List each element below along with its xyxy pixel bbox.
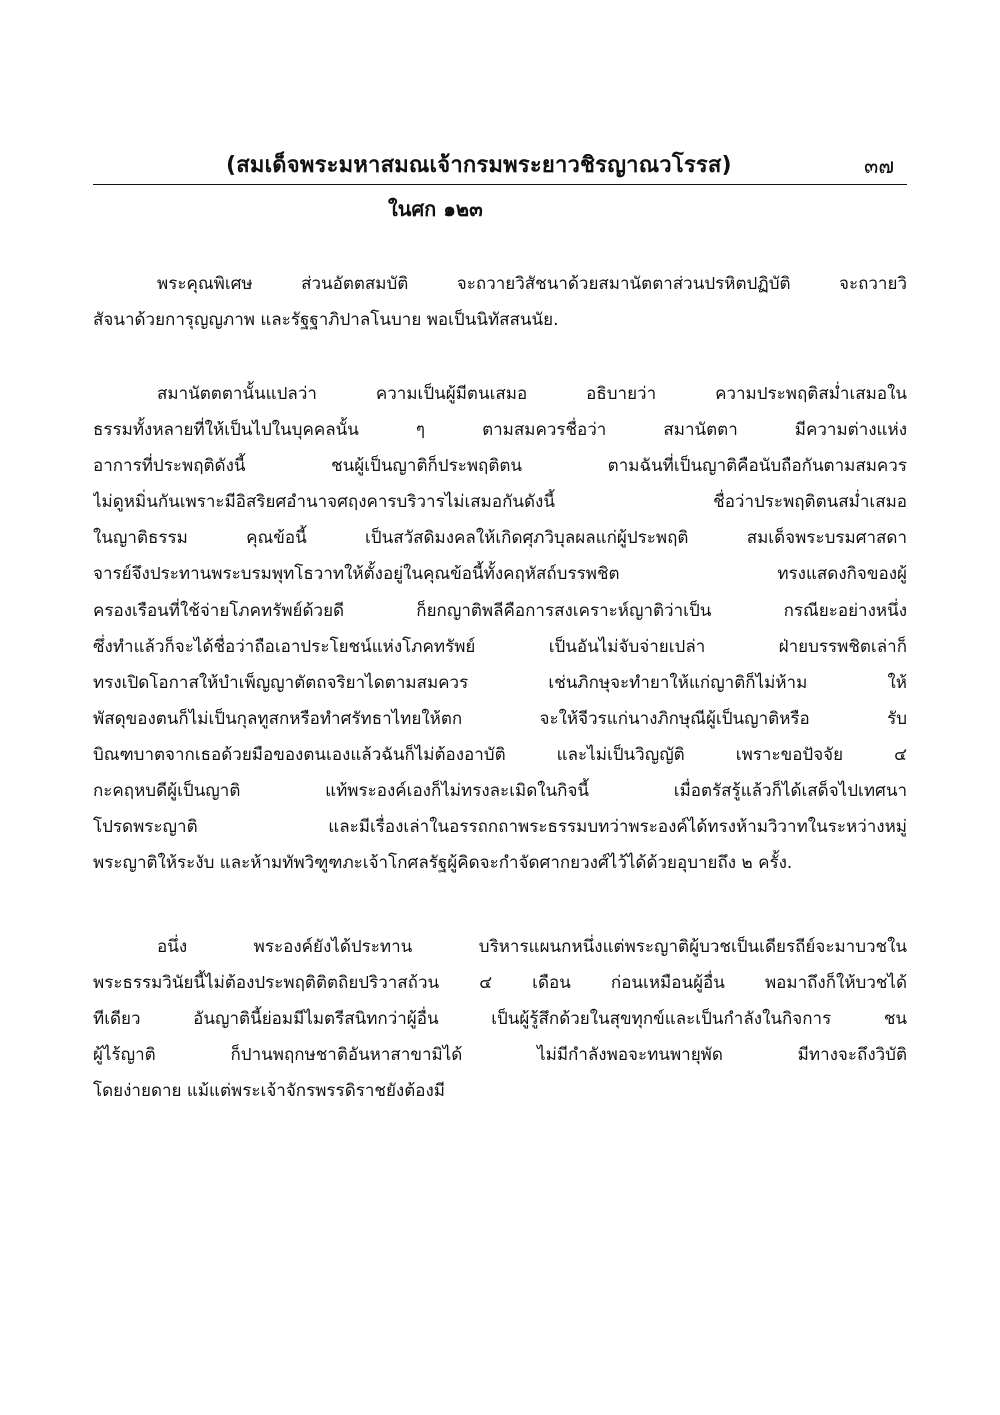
text-line: ไม่ดูหมิ่นกันเพราะมีอิสริยศอำนาจศฤงคารบริวารไม่เสมอกันดังนี้ ชื่อว่าประพฤติตนสม่ำเสมอ xyxy=(93,492,907,513)
paragraph xyxy=(93,376,907,881)
text-line: พัสดุของตนก็ไม่เป็นกุลทูสกหรือทำศรัทธาไทยให้ตก จะให้จีวรแก่นางภิกษุณีผู้เป็นญาติหรือ รับ xyxy=(93,708,907,729)
text-line: สมานัตตตานั้นแปลว่า ความเป็นผู้มีตนเสมอ อธิบายว่า ความประพฤติสม่ำเสมอใน xyxy=(157,384,907,404)
text-line: ทรงเปิดโอกาสให้บำเพ็ญญาตัตถจริยาไดตามสมควร เช่นภิกษุจะทำยาให้แก่ญาติก็ไม่ห้าม ให้ xyxy=(93,672,907,693)
text-line: พระธรรมวินัยนี้ไม่ต้องประพฤติติตถิยปริวาสถ้วน ๔ เดือน ก่อนเหมือนผู้อื่น พอมาถึงก็ให้บวชได้ xyxy=(93,973,907,994)
text-line: ทีเดียว อันญาตินี้ย่อมมีไมตรีสนิทกว่าผู้อื่น เป็นผู้รู้สึกด้วยในสุขทุกข์และเป็นกำลังในกิจการ ชน xyxy=(93,1009,907,1030)
paragraph xyxy=(93,266,907,338)
text-line: จารย์จึงประทานพระบรมพุทโธวาทให้ตั้งอยู่ในคุณข้อนี้ทั้งคฤหัสถ์บรรพชิต ทรงแสดงกิจของผู้ xyxy=(93,564,907,585)
text-line: ในญาติธรรม คุณข้อนี้ เป็นสวัสดิมงคลให้เกิดศุภวิบุลผลแก่ผู้ประพฤติ สมเด็จพระบรมศาสดา xyxy=(93,528,907,549)
text-line: อาการที่ประพฤติดังนี้ ชนผู้เป็นญาติก็ประพฤติตน ตามฉันที่เป็นญาติคือนับถือกันตามสมควร xyxy=(93,456,907,477)
header-rule xyxy=(93,184,907,185)
text-line: อนึ่ง พระองค์ยังได้ประทาน บริหารแผนกหนึ่งแต่พระญาติผู้บวชเป็นเดียรถีย์จะมาบวชใน xyxy=(157,937,907,957)
text-line: สัจนาด้วยการุญญภาพ และรัฐฐาภิปาลโนบาย พอเป็นนิทัสสนนัย. xyxy=(93,310,559,331)
text-line: บิณฑบาตจากเธอด้วยมือของตนเองแล้วฉันก็ไม่ต้องอาบัติ และไม่เป็นวิญญัติ เพราะขอปัจจัย ๔ xyxy=(93,744,907,765)
text-line: ครองเรือนที่ใช้จ่ายโภคทรัพย์ด้วยดี ก็ยกญาติพลีคือการสงเคราะห์ญาติว่าเป็น กรณียะอย่างหนึ่ง xyxy=(93,600,907,621)
running-header-title: (สมเด็จพระมหาสมณเจ้ากรมพระยาวชิรญาณวโรรส) xyxy=(226,153,732,178)
text-line: พระคุณพิเศษ ส่วนอัตตสมบัติ จะถวายวิสัชนาด้วยสมานัตตาส่วนปรหิตปฏิบัติ จะถวายวิ xyxy=(157,274,907,294)
section-subheading: ในศก ๑๒๓ xyxy=(388,197,483,221)
text-line: ธรรมทั้งหลายที่ให้เป็นไปในบุคคลนั้น ๆ ตามสมควรชื่อว่า สมานัตตา มีความต่างแห่ง xyxy=(93,420,907,441)
text-line: ซึ่งทำแล้วก็จะได้ชื่อว่าถือเอาประโยชน์แห่งโภคทรัพย์ เป็นอันไม่จับจ่ายเปล่า ฝ่ายบรรพชิตเล่าก็ xyxy=(93,636,907,657)
text-line: พระญาติให้ระงับ และห้ามทัพวิฑูฑภะเจ้าโกศลรัฐผู้คิดจะกำจัดศากยวงศ์ไว้ได้ด้วยอุบายถึง ๒ ครั้ง. xyxy=(93,853,793,874)
paragraph xyxy=(93,929,907,1109)
page-number: ๓๗ xyxy=(864,154,895,178)
text-line: โดยง่ายดาย แม้แต่พระเจ้าจักรพรรดิราชยังต้องมี xyxy=(93,1081,445,1102)
text-line: โปรดพระญาติ และมีเรื่องเล่าในอรรถกถาพระธรรมบทว่าพระองค์ได้ทรงห้ามวิวาทในระหว่างหมู่ xyxy=(93,817,907,838)
text-line: ผู้ไร้ญาติ ก็ปานพฤกษชาติอันหาสาขามิได้ ไม่มีกำลังพอจะทนพายุพัด มีทางจะถึงวิบัติ xyxy=(93,1045,907,1066)
text-line: กะคฤหบดีผู้เป็นญาติ แท้พระองค์เองก็ไม่ทรงละเมิดในกิจนี้ เมื่อตรัสรู้แล้วก็ได้เสด็จไปเทศนา xyxy=(93,781,907,802)
